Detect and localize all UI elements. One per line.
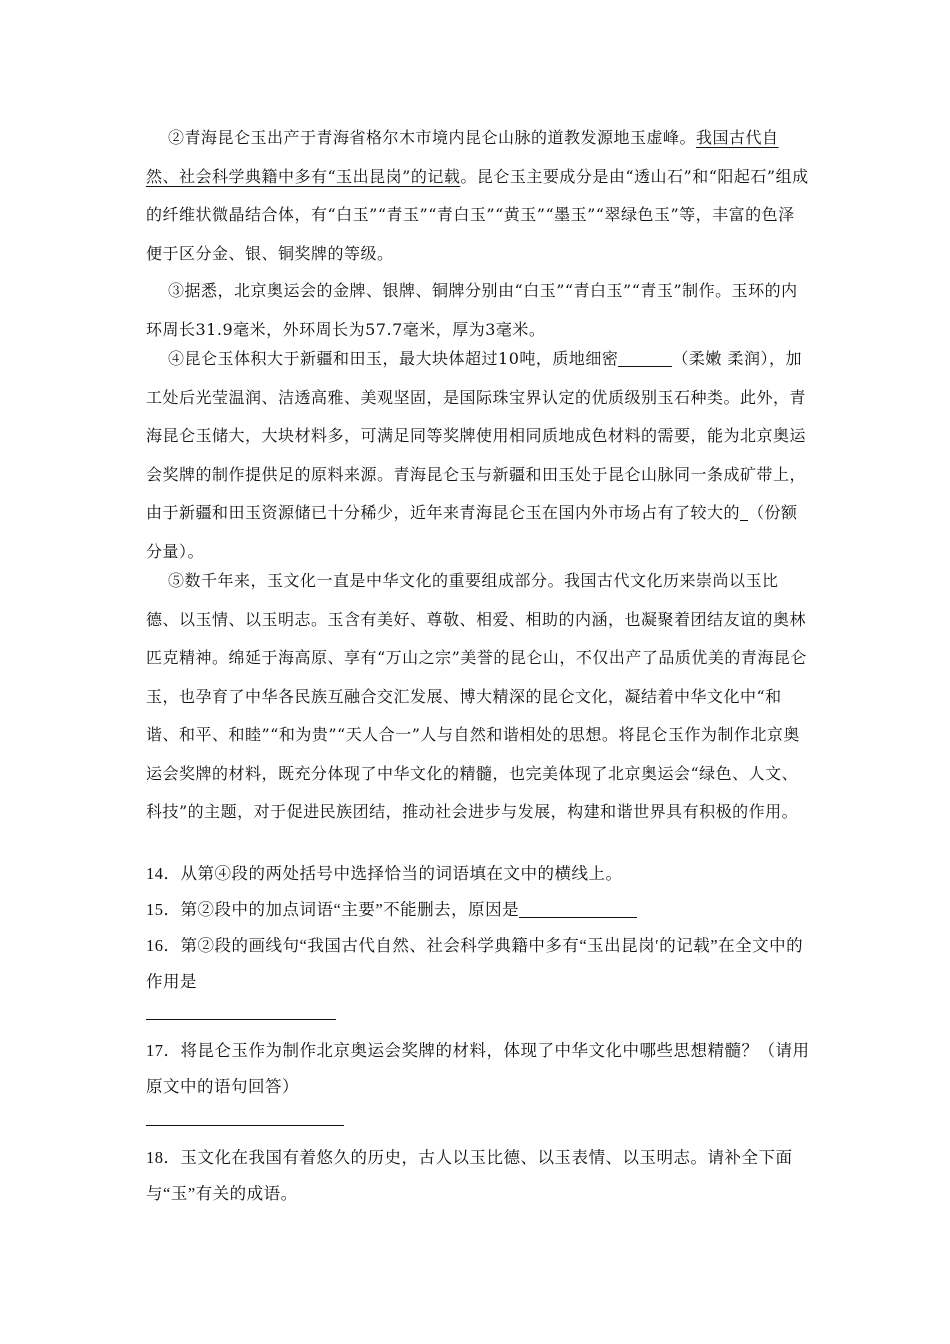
paragraph-text: 青海昆仑玉出产于青海省格尔木市境内昆仑山脉的道教发源地玉虚峰。: [184, 128, 697, 147]
word-choice-1: （柔嫩 柔润）: [672, 349, 769, 368]
paragraph-marker: ③: [168, 281, 185, 300]
paragraph-text: 据悉，北京奥运会的金牌、银牌、铜牌分别由“白玉”“青白玉”“青玉”制作。玉环的内环周长31.9毫米，外环周长为57.7毫米，厚为3毫米。: [146, 281, 798, 339]
fill-in-blank-1[interactable]: [618, 350, 672, 367]
question-14: [146, 856, 810, 892]
question-15: [146, 892, 810, 928]
word-choice-2: （份额 分量）: [146, 503, 798, 561]
paragraph-4: [146, 340, 810, 571]
question-16: [146, 928, 810, 1000]
fill-in-blank-2[interactable]: [740, 504, 748, 521]
paragraph-5: [146, 562, 810, 832]
question-text: 18．玉文化在我国有着悠久的历史，古人以玉比德、以玉表情、以玉明志。请补全下面与“玉”有关的成语。: [146, 1148, 793, 1203]
paragraph-3: [146, 272, 810, 349]
question-text: 17．将昆仑玉作为制作北京奥运会奖牌的材料，体现了中华文化中哪些思想精髓？（请用原文中的语句回答）: [146, 1041, 810, 1096]
question-18: [146, 1140, 810, 1212]
answer-blank-15[interactable]: [519, 901, 637, 919]
underlined-sentence: 我国古代自然、社会科学典籍中多有“玉出昆岗”的记载: [146, 128, 779, 186]
paragraph-marker: ⑤: [168, 571, 185, 590]
paragraph-text: ，加工处后光莹温润、洁透高雅、美观坚固，是国际珠宝界认定的优质级别玉石种类。此外，青海昆仑玉储大，大块材料多，可满足同等奖牌使用相同质地成色材料的需要，能为北京奥运会奖牌的制作提供足的原料来源。青海昆仑玉与新疆和田玉处于昆仑山脉同一条成矿带上，由于新疆和田玉资源储已十分稀少，近年来青海昆仑玉在国内外市场占有了较大的: [146, 349, 807, 522]
paragraph-text: 数千年来，玉文化一直是中华文化的重要组成部分。我国古代文化历来崇尚以玉比德、以玉情、以玉明志。玉含有美好、尊敬、相爱、相助的内涵，也凝聚着团结友谊的奥林匹克精神。绵延于海高原、享有“万山之宗”美誉的昆仑山，不仅出产了品质优美的青海昆仑玉，也孕育了中华各民族互融合交汇发展、博大精深的昆仑文化，凝结着中华文化中“和谐、和平、和睦”“和为贵”“天人合一”人与自然和谐相处的思想。将昆仑玉作为制作北京奥运会奖牌的材料，既充分体现了中华文化的精髓，也完美体现了北京奥运会“绿色、人文、科技”的主题，对于促进民族团结，推动社会进步与发展，构建和谐世界具有积极的作用。: [146, 571, 807, 821]
paragraph-text: 。: [187, 541, 205, 561]
paragraph-marker: ④: [168, 349, 185, 368]
question-text: 14．从第④段的两处括号中选择恰当的词语填在文中的横线上。: [146, 864, 623, 883]
question-text: 16．第②段的画线句“我国古代自然、社会科学典籍中多有“玉出昆岗′的记载”在全文中的作用是: [146, 936, 804, 991]
paragraph-2: [146, 119, 810, 273]
paragraph-text: 昆仑玉体积大于新疆和田玉，最大块体超过10吨，质地细密: [184, 349, 619, 368]
question-17: [146, 1033, 810, 1105]
answer-line-16[interactable]: [146, 1019, 336, 1020]
question-text: 15．第②段中的加点词语“主要”不能删去，原因是: [146, 900, 520, 919]
answer-line-17[interactable]: [146, 1125, 344, 1126]
paragraph-marker: ②: [168, 128, 185, 147]
paragraph-text: 。昆仑玉主要成分是由“透山石”和“阳起石”组成的纤维状微晶结合体，有“白玉”“青玉”“青白玉”“黄玉”“墨玉”“翠绿色玉”等，丰富的色泽便于区分金、银、铜奖牌的等级。: [146, 166, 809, 263]
